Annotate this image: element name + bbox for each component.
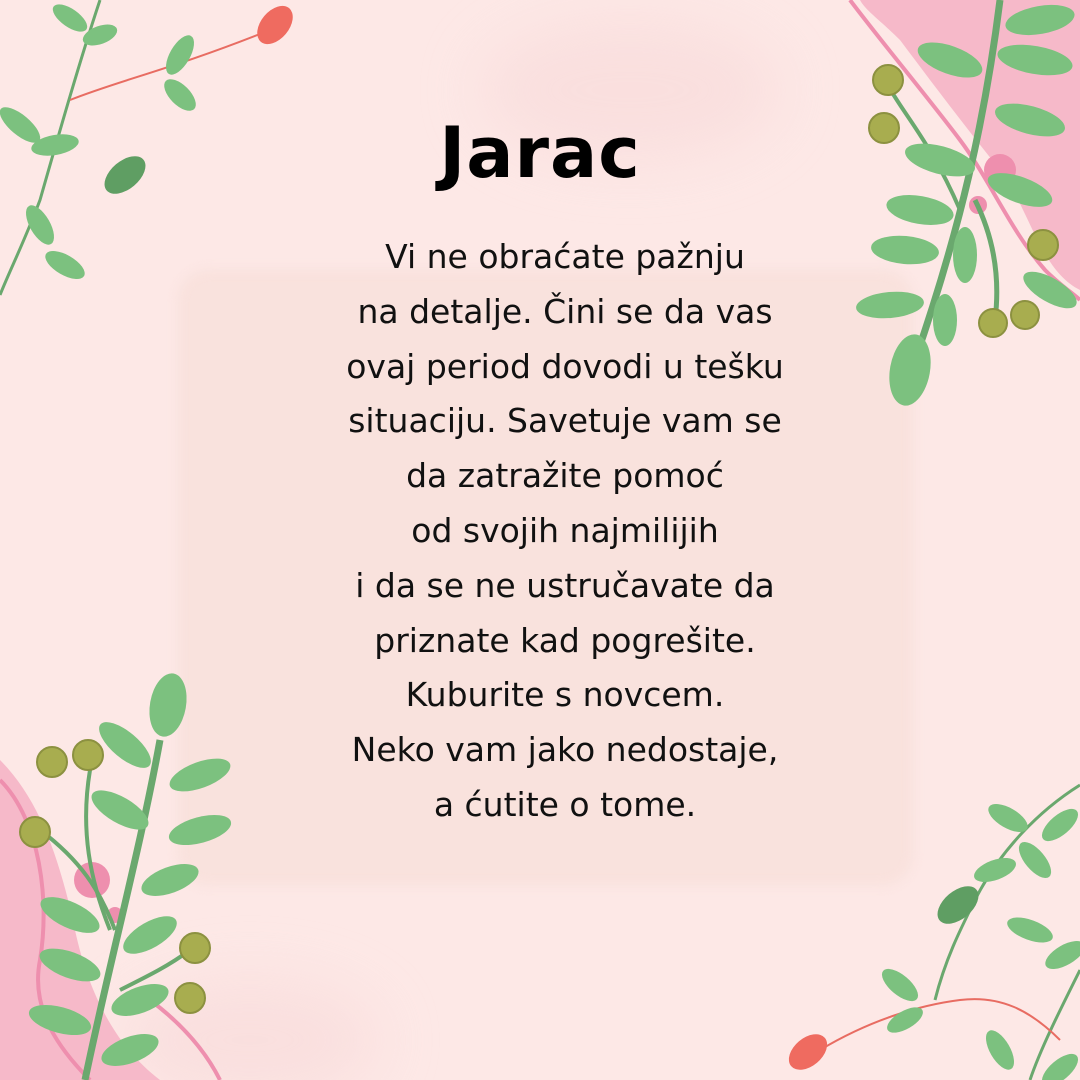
text-line: i da se ne ustručavate da (355, 565, 775, 605)
leaf (971, 853, 1019, 887)
text-line: da zatražite pomoć (406, 456, 724, 496)
text-line: situaciju. Savetuje vam se (348, 401, 782, 441)
leaf (877, 963, 924, 1007)
leaf (118, 909, 183, 962)
leaf (48, 0, 91, 37)
berry (73, 740, 103, 770)
berry (37, 747, 67, 777)
leaf (160, 31, 199, 79)
berry (979, 309, 1007, 337)
leaf (165, 752, 234, 798)
flower-bud (782, 1027, 834, 1077)
vine-stem (820, 999, 1060, 1050)
berry (1011, 301, 1039, 329)
leaf (1037, 1048, 1080, 1080)
leaf (884, 190, 956, 229)
text-line: Neko vam jako nedostaje, (351, 730, 779, 770)
berry (873, 65, 903, 95)
leaf (166, 809, 235, 851)
leaf (145, 670, 192, 739)
text-line: Vi ne obraćate pažnju (385, 237, 745, 276)
leaf (884, 331, 936, 409)
leaf (1037, 803, 1080, 847)
leaf (20, 201, 59, 249)
poster-title: Jarac (439, 112, 641, 194)
text-line: a ćutite o tome. (433, 784, 697, 824)
leaf (1004, 912, 1056, 947)
leaf (933, 294, 957, 346)
berry (1028, 230, 1058, 260)
leaf (92, 714, 158, 775)
berry (175, 983, 205, 1013)
text-line: od svojih najmilijih (411, 510, 719, 550)
leaf (931, 879, 986, 931)
leaf (107, 978, 172, 1023)
branch-stem (975, 200, 997, 320)
leaf (1013, 837, 1057, 884)
leaf (980, 1026, 1019, 1074)
text-line: Kuburite s novcem. (405, 675, 725, 715)
leaf (41, 245, 89, 284)
flower-bud (250, 0, 300, 51)
text-line: priznate kad pogrešite. (374, 620, 756, 660)
text-line: na detalje. Čini se da vas (357, 291, 773, 331)
branch-stem (85, 740, 160, 1080)
berry (20, 817, 50, 847)
berry (180, 933, 210, 963)
leaf (137, 858, 202, 903)
horoscope-text (240, 230, 890, 833)
text-line: ovaj period dovodi u tešku (346, 346, 784, 386)
leaf (953, 227, 977, 283)
leaf (159, 74, 201, 116)
branch-stem (120, 950, 190, 990)
